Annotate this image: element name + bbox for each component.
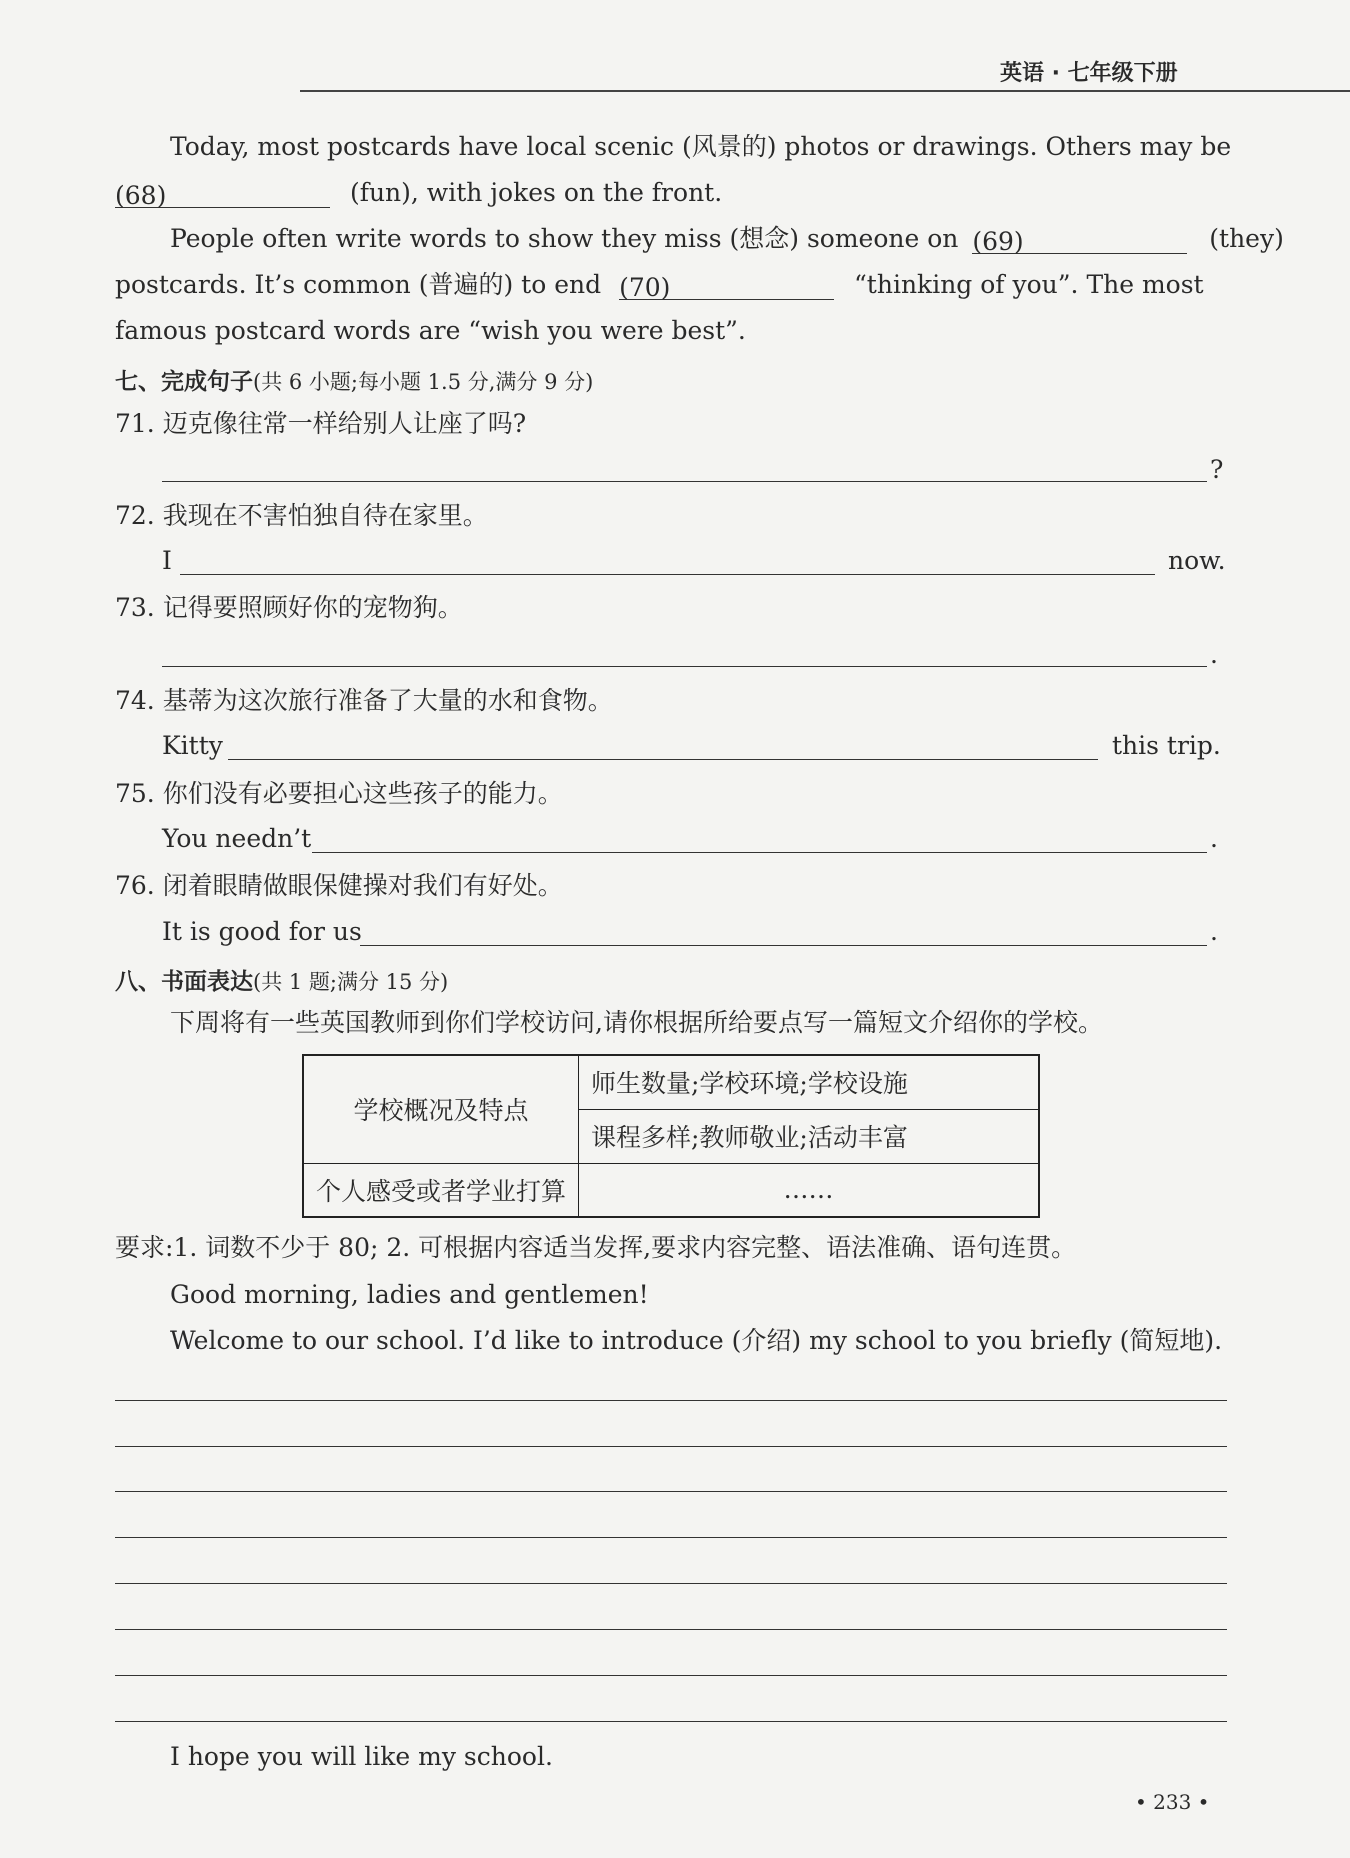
- outline-label-feelings: 个人感受或者学业打算: [303, 1163, 579, 1217]
- section-8-heading: [115, 963, 448, 996]
- blank-69-label: (69): [972, 227, 1024, 256]
- blank-68[interactable]: [115, 181, 330, 208]
- question-73: 73. 记得要照顾好你的宠物狗。: [115, 593, 463, 622]
- answer-74-suffix: this trip.: [1112, 731, 1221, 760]
- outline-label-overview: 学校概况及特点: [303, 1055, 579, 1163]
- essay-opening-2: Welcome to our school. I’d like to introduce (介绍) my school to you briefly (简短地).: [170, 1326, 1223, 1355]
- passage-line-4-text: postcards. It’s common (普遍的) to end: [115, 270, 602, 299]
- answer-line-74[interactable]: [228, 759, 1098, 760]
- writing-line[interactable]: [115, 1537, 1227, 1538]
- passage-line-5: famous postcard words are “wish you were best”.: [115, 316, 746, 345]
- outline-cell-ellipsis: ……: [579, 1163, 1040, 1217]
- writing-line[interactable]: [115, 1400, 1227, 1401]
- question-74: 74. 基蒂为这次旅行准备了大量的水和食物。: [115, 686, 613, 715]
- passage-line-2-text: (fun), with jokes on the front.: [349, 178, 723, 207]
- answer-74-prefix: Kitty: [162, 731, 223, 760]
- header-title: 英语 · 七年级下册: [1000, 61, 1178, 86]
- blank-69-hint: (they): [1209, 224, 1284, 253]
- passage-line-3: [170, 224, 1284, 254]
- essay-closing: I hope you will like my school.: [170, 1742, 553, 1771]
- header-rule: [300, 90, 1350, 92]
- question-75: 75. 你们没有必要担心这些孩子的能力。: [115, 779, 563, 808]
- essay-opening-1: Good morning, ladies and gentlemen!: [170, 1280, 649, 1309]
- blank-68-label: (68): [115, 181, 167, 210]
- outline-row: [303, 1055, 1039, 1109]
- writing-line[interactable]: [115, 1629, 1227, 1630]
- answer-line-71[interactable]: [162, 481, 1207, 482]
- passage-line-4-tail: “thinking of you”. The most: [854, 270, 1204, 299]
- answer-73-suffix: .: [1210, 640, 1218, 669]
- passage-line-3-text: People often write words to show they miss (想念) someone on: [170, 224, 959, 253]
- requirements: 要求:1. 词数不少于 80; 2. 可根据内容适当发挥,要求内容完整、语法准确、语句连贯。: [115, 1233, 1077, 1262]
- answer-76-suffix: .: [1210, 917, 1218, 946]
- writing-line[interactable]: [115, 1675, 1227, 1676]
- passage-line-1: Today, most postcards have local scenic (风景的) photos or drawings. Others may be: [170, 132, 1232, 161]
- answer-line-75[interactable]: [312, 852, 1207, 853]
- answer-line-72[interactable]: [180, 574, 1155, 575]
- question-76: 76. 闭着眼睛做眼保健操对我们有好处。: [115, 871, 563, 900]
- answer-75-suffix: .: [1210, 824, 1218, 853]
- blank-69[interactable]: [972, 227, 1187, 254]
- writing-line[interactable]: [115, 1721, 1227, 1722]
- writing-line[interactable]: [115, 1491, 1227, 1492]
- section-8-title: 八、书面表达: [115, 969, 253, 995]
- answer-line-73[interactable]: [162, 666, 1207, 667]
- outline-row: [303, 1163, 1039, 1217]
- answer-line-76[interactable]: [360, 945, 1207, 946]
- outline-table: [302, 1054, 1040, 1218]
- blank-70[interactable]: [619, 273, 834, 300]
- writing-line[interactable]: [115, 1446, 1227, 1447]
- writing-line[interactable]: [115, 1583, 1227, 1584]
- section-7-note: (共 6 小题;每小题 1.5 分,满分 9 分): [253, 370, 594, 394]
- page-number: • 233 •: [1135, 1790, 1210, 1814]
- answer-76-prefix: It is good for us: [162, 917, 362, 946]
- section-7-title: 七、完成句子: [115, 369, 253, 395]
- section-8-note: (共 1 题;满分 15 分): [253, 970, 449, 994]
- outline-cell-facts: 师生数量;学校环境;学校设施: [579, 1055, 1040, 1109]
- question-71: 71. 迈克像往常一样给别人让座了吗?: [115, 409, 527, 438]
- section-7-heading: [115, 363, 593, 396]
- answer-71-suffix: ?: [1210, 455, 1224, 484]
- answer-72-suffix: now.: [1168, 546, 1226, 575]
- outline-cell-features: 课程多样;教师敬业;活动丰富: [579, 1109, 1040, 1163]
- blank-70-label: (70): [619, 273, 671, 302]
- writing-prompt: 下周将有一些英国教师到你们学校访问,请你根据所给要点写一篇短文介绍你的学校。: [170, 1008, 1103, 1037]
- question-72: 72. 我现在不害怕独自待在家里。: [115, 501, 488, 530]
- answer-75-prefix: You needn’t: [162, 824, 312, 853]
- passage-line-2: [115, 178, 722, 208]
- answer-72-prefix: I: [162, 546, 172, 575]
- passage-line-4: [115, 270, 1204, 300]
